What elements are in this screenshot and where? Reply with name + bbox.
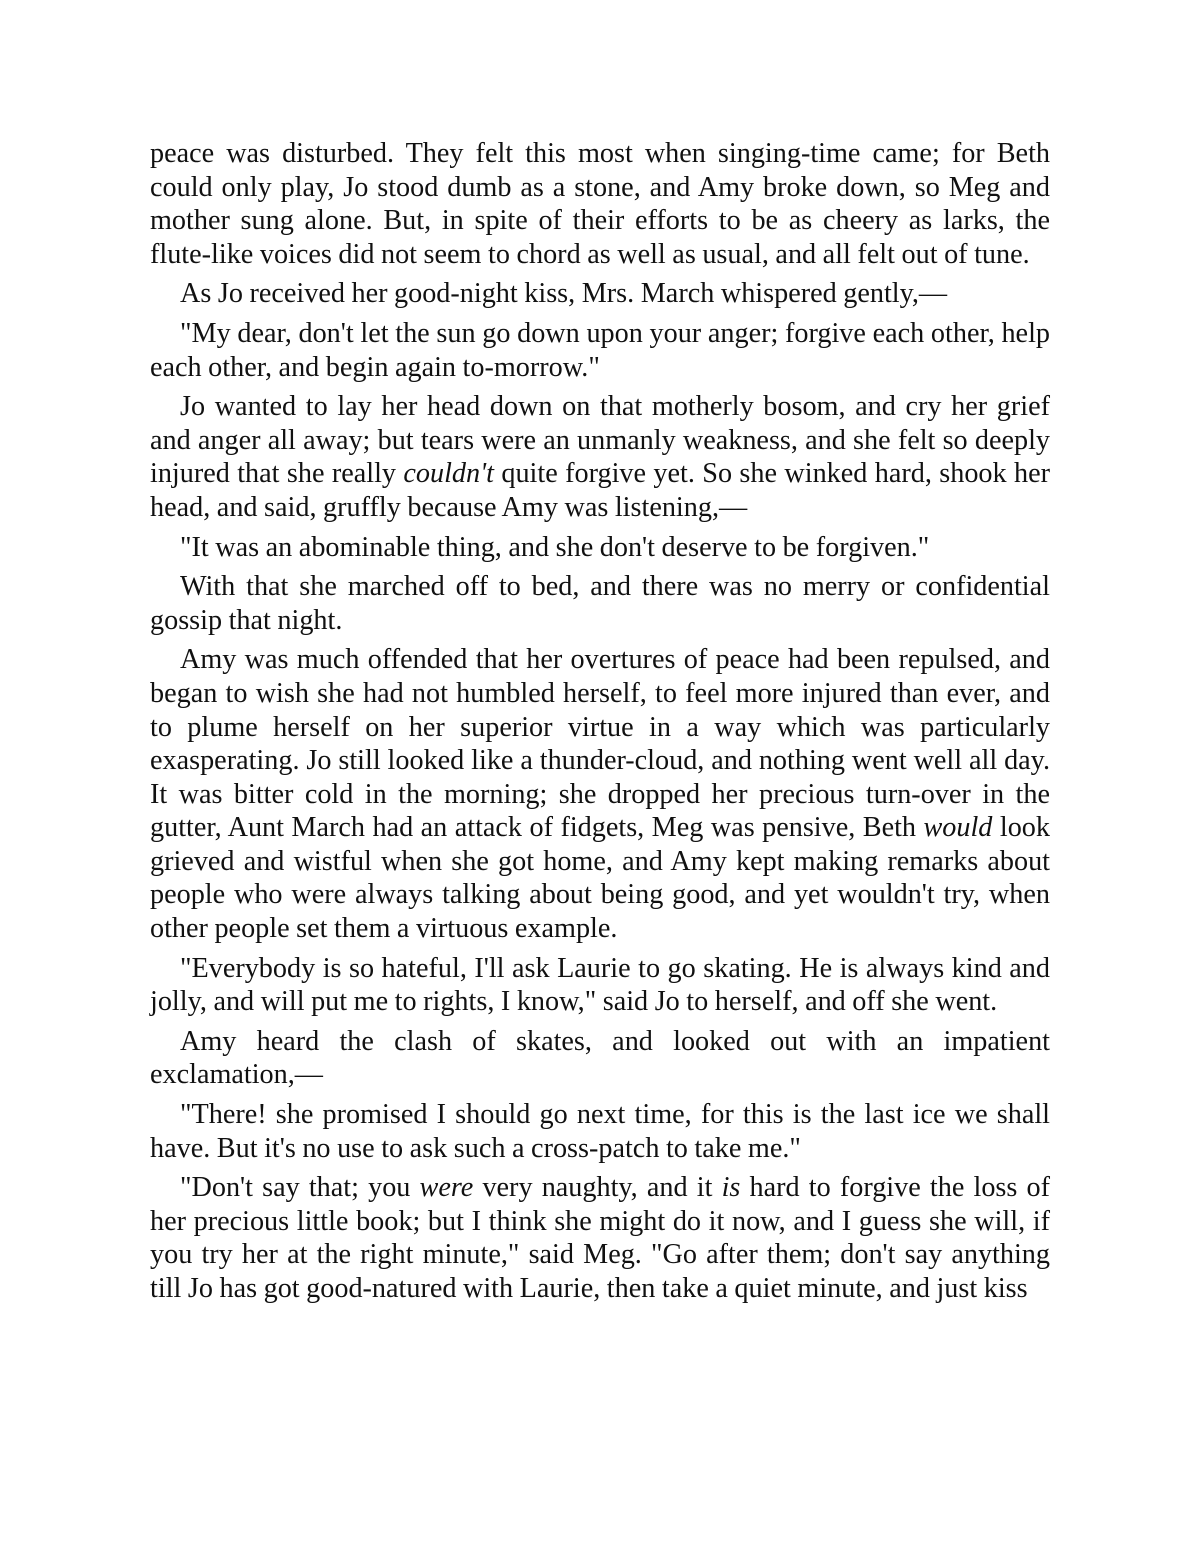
paragraph [150,317,1050,384]
text-run: quite forgive yet. So she winked hard, shook her head, and said, gruffly because Amy was listening,— [150,458,1050,523]
italic-emphasis: would [923,812,993,844]
paragraph [150,1025,1050,1092]
text-run: Jo wanted to lay her head down on that motherly bosom, and cry her grief and anger all away; but tears were an unmanly weakness, and she felt so deeply injured that she really [150,391,1050,490]
book-page-text [150,137,1050,1312]
paragraph [150,1171,1050,1305]
text-run: "It was an abominable thing, and she don't deserve to be forgiven." [180,531,930,563]
paragraph [150,137,1050,271]
text-run: With that she marched off to bed, and there was no merry or confidential gossip that night. [150,571,1050,636]
italic-emphasis: is [721,1172,741,1204]
italic-emphasis: were [419,1172,474,1204]
text-run: "Don't say that; you [180,1172,420,1204]
text-run: As Jo received her good-night kiss, Mrs. March whispered gently,— [180,278,948,310]
text-run: Amy was much offended that her overtures of peace had been repulsed, and began to wish she had not humbled herself, to feel more injured than ever, and to plume herself on her superior virtue in a way which was particularly exasperating. Jo still looked like a thunder-cloud, and nothing went well all day. It was bitter cold in the morning; she dropped her precious turn-over in the gutter, Aunt March had an attack of fidgets, Meg was pensive, Beth [150,644,1050,844]
paragraph [150,277,1050,311]
text-run: hard to forgive the loss of her precious little book; but I think she might do it now, and I guess she will, if you try her at the right minute," said Meg. "Go after them; don't say anything till Jo has got good-natured with Laurie, then take a quiet minute, and just kiss [150,1172,1050,1304]
text-run: "My dear, don't let the sun go down upon your anger; forgive each other, help each other, and begin again to-morrow." [150,317,1050,383]
text-run: peace was disturbed. They felt this most when singing-time came; for Beth could only play, Jo stood dumb as a stone, and Amy broke down, so Meg and mother sung alone. But, in spite of their efforts to be as cheery as larks, the flute-like voices did not seem to chord as well as usual, and all felt out of tune. [150,138,1050,270]
paragraph [150,643,1050,945]
text-run: very naughty, and it [473,1172,722,1204]
paragraph [150,952,1050,1019]
text-run: "Everybody is so hateful, I'll ask Laurie to go skating. He is always kind and jolly, and will put me to rights, I know," said Jo to herself, and off she went. [150,952,1050,1018]
italic-emphasis: couldn't [403,458,494,490]
paragraph [150,531,1050,565]
text-run: "There! she promised I should go next time, for this is the last ice we shall have. But it's no use to ask such a cross-patch to take me." [150,1099,1050,1164]
paragraph [150,570,1050,637]
paragraph [150,390,1050,524]
paragraph [150,1098,1050,1165]
text-run: look grieved and wistful when she got home, and Amy kept making remarks about people who were always talking about being good, and yet wouldn't try, when other people set them a virtuous example. [150,812,1050,945]
text-run: Amy heard the clash of skates, and looked out with an impatient exclamation,— [150,1025,1050,1091]
